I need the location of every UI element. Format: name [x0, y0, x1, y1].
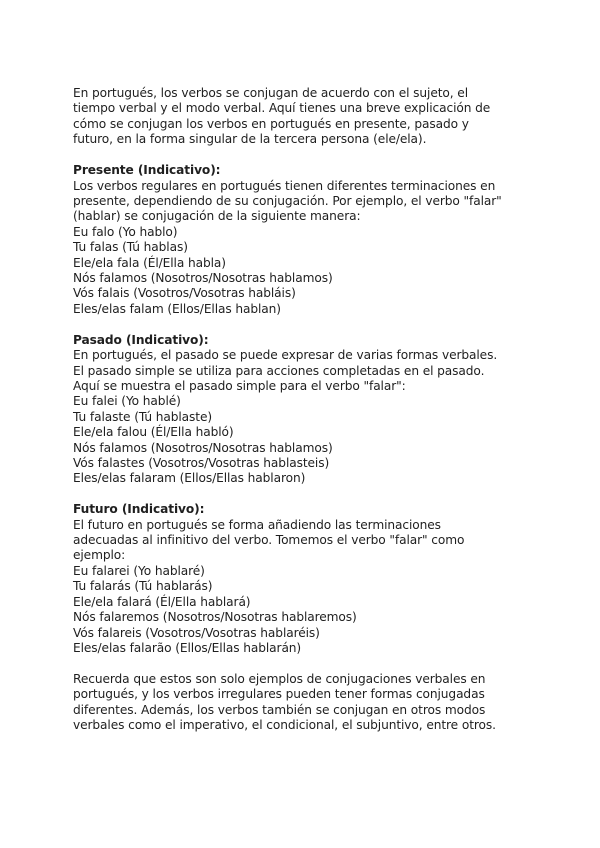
conjugation-line: Ele/ela falará (Él/Ella hablará) — [73, 594, 251, 609]
section-line: (hablar) se conjugación de la siguiente manera: — [73, 209, 361, 224]
conjugation-line: Ele/ela fala (Él/Ella habla) — [73, 255, 226, 270]
conjugation-line: Vós falareis (Vosotros/Vosotras hablaréis) — [73, 625, 320, 640]
conjugation-line: Eu falo (Yo hablo) — [73, 224, 178, 239]
conjugation-line: Nós falamos (Nosotros/Nosotras hablamos) — [73, 440, 333, 455]
conjugation-line: Eles/elas falaram (Ellos/Ellas hablaron) — [73, 471, 306, 486]
section-heading: Presente (Indicativo): — [73, 163, 221, 178]
section-heading: Futuro (Indicativo): — [73, 502, 205, 517]
section-heading: Pasado (Indicativo): — [73, 332, 209, 347]
section-pasado — [73, 333, 553, 487]
conjugation-line: Eles/elas falarão (Ellos/Ellas hablarán) — [73, 640, 302, 655]
conjugation-line: Ele/ela falou (Él/Ella habló) — [73, 425, 234, 440]
closing-line: diferentes. Además, los verbos también se conjugan en otros modos — [73, 702, 486, 717]
intro-line: tiempo verbal y el modo verbal. Aquí tienes una breve explicación de — [73, 101, 491, 116]
section-line: Aquí se muestra el pasado simple para el verbo "falar": — [73, 378, 406, 393]
conjugation-line: Tu falaste (Tú hablaste) — [73, 409, 213, 424]
section-line: En portugués, el pasado se puede expresar de varias formas verbales. — [73, 348, 498, 363]
section-line: ejemplo: — [73, 548, 126, 563]
conjugation-line: Nós falaremos (Nosotros/Nosotras hablaremos) — [73, 610, 357, 625]
conjugation-line: Eles/elas falam (Ellos/Ellas hablan) — [73, 301, 281, 316]
section-futuro — [73, 502, 553, 656]
section-presente — [73, 163, 553, 317]
document-page — [73, 86, 553, 733]
conjugation-line: Tu falas (Tú hablas) — [73, 240, 188, 255]
conjugation-line: Tu falarás (Tú hablarás) — [73, 579, 213, 594]
section-line: presente, dependiendo de su conjugación. Por ejemplo, el verbo "falar" — [73, 193, 502, 208]
conjugation-line: Nós falamos (Nosotros/Nosotras hablamos) — [73, 270, 333, 285]
section-line: El futuro en portugués se forma añadiendo las terminaciones — [73, 517, 441, 532]
conjugation-line: Vós falastes (Vosotros/Vosotras hablasteis) — [73, 455, 330, 470]
closing-line: verbales como el imperativo, el condicional, el subjuntivo, entre otros. — [73, 718, 496, 733]
conjugation-line: Eu falei (Yo hablé) — [73, 394, 181, 409]
conjugation-line: Eu falarei (Yo hablaré) — [73, 563, 205, 578]
closing-line: Recuerda que estos son solo ejemplos de conjugaciones verbales en — [73, 671, 486, 686]
intro-line: En portugués, los verbos se conjugan de acuerdo con el sujeto, el — [73, 86, 468, 100]
intro-line: cómo se conjugan los verbos en portugués en presente, pasado y — [73, 116, 469, 131]
conjugation-line: Vós falais (Vosotros/Vosotras habláis) — [73, 286, 296, 301]
closing-line: portugués, y los verbos irregulares pueden tener formas conjugadas — [73, 687, 485, 702]
section-line: adecuadas al infinitivo del verbo. Tomemos el verbo "falar" como — [73, 533, 465, 548]
section-line: Los verbos regulares en portugués tienen diferentes terminaciones en — [73, 178, 496, 193]
section-line: El pasado simple se utiliza para acciones completadas en el pasado. — [73, 363, 485, 378]
intro-paragraph — [73, 86, 553, 148]
intro-line: futuro, en la forma singular de la tercera persona (ele/ela). — [73, 132, 427, 147]
closing-paragraph — [73, 672, 553, 734]
